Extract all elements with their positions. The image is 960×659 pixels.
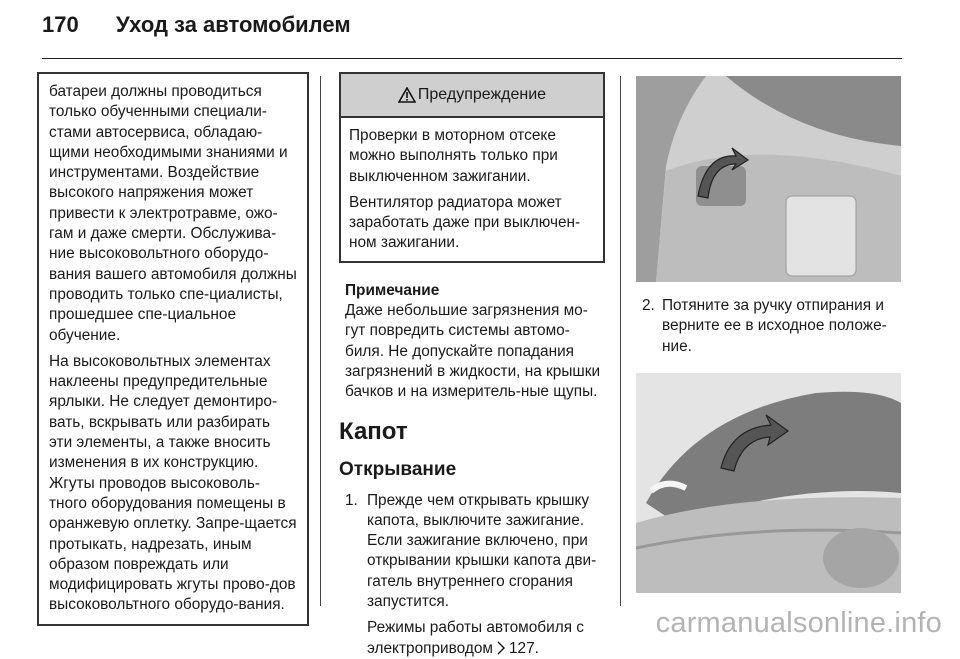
paragraph: Проверки в моторном отсеке можно выполнять только при выключенном зажигании. — [349, 127, 558, 185]
step-text: Прежде чем открывать крышку капота, выключите зажигание. Если зажигание включено, при открывании крышки капота дви-гатель внутреннего сгорания запустится. — [367, 491, 597, 611]
note-title: Примечание — [345, 281, 440, 299]
page-reference-icon[interactable] — [496, 641, 506, 655]
paragraph: батареи должны проводиться только обученными специали-стами автосервиса, обладаю-щими необходимыми знаниями и инструментами. Воздействие высокого напряжения может привести к электротравме, ожо-гам и даже смерти. Обслужива-ние высоковольтного оборудо-вания вашего автомобиля должны проводить только спе-циалисты, прошедшее спе-циальное обучение. — [49, 83, 297, 344]
high-voltage-warning-continued — [37, 72, 309, 626]
warning-triangle-icon — [398, 87, 416, 103]
chapter-title: Уход за автомобилем — [116, 12, 351, 37]
warning-header — [341, 74, 603, 118]
list-item — [339, 491, 605, 659]
step-extra-text: Режимы работы автомобиля с электроприводом — [367, 619, 585, 657]
step-text: Потяните за ручку отпирания и верните ее в исходное положе-ние. — [662, 297, 887, 355]
watermark: carmanualsonline.info — [655, 607, 942, 639]
hood-release-lever-photo — [636, 76, 901, 282]
main-column — [339, 72, 605, 659]
column-divider — [620, 76, 621, 606]
hood-opening-photo — [636, 373, 901, 593]
section-title: Капот — [339, 417, 408, 445]
paragraph: На высоковольтных элементах наклеены предупредительные ярлыки. Не следует демонтиро-вать, вскрывать или разбирать эти элементы, а также вносить изменения в их конструкцию. Жгуты проводов высоковоль-тного оборудования помещены в оранжевую оплетку. Запре-щается протыкать, надрезать, иным образом повреждать или модифицировать жгуты прово-дов высоковольтного оборудо-вания. — [49, 352, 297, 614]
illustration-column — [636, 76, 904, 593]
header-divider — [42, 58, 902, 59]
list-item — [636, 296, 904, 357]
warning-body — [341, 118, 603, 261]
list-number: 2. — [642, 297, 655, 314]
list-number: 1. — [345, 491, 358, 509]
page-reference[interactable]: 127. — [508, 639, 539, 657]
step-extra — [367, 618, 605, 659]
column-divider — [320, 76, 321, 606]
page-header — [42, 12, 351, 46]
warning-box — [339, 72, 605, 263]
page-number: 170 — [42, 12, 79, 37]
paragraph: Вентилятор радиатора может заработать даже при выключен-ном зажигании. — [349, 193, 581, 252]
note-text: Даже небольшие загрязнения мо-гут повредить системы автомо-биля. Не допускайте попадания загрязнений в жидкости, на крышки бачков и на измеритель-ные щупы. — [345, 302, 601, 401]
subsection-title: Открывание — [339, 458, 457, 480]
warning-title: Предупреждение — [417, 85, 547, 103]
